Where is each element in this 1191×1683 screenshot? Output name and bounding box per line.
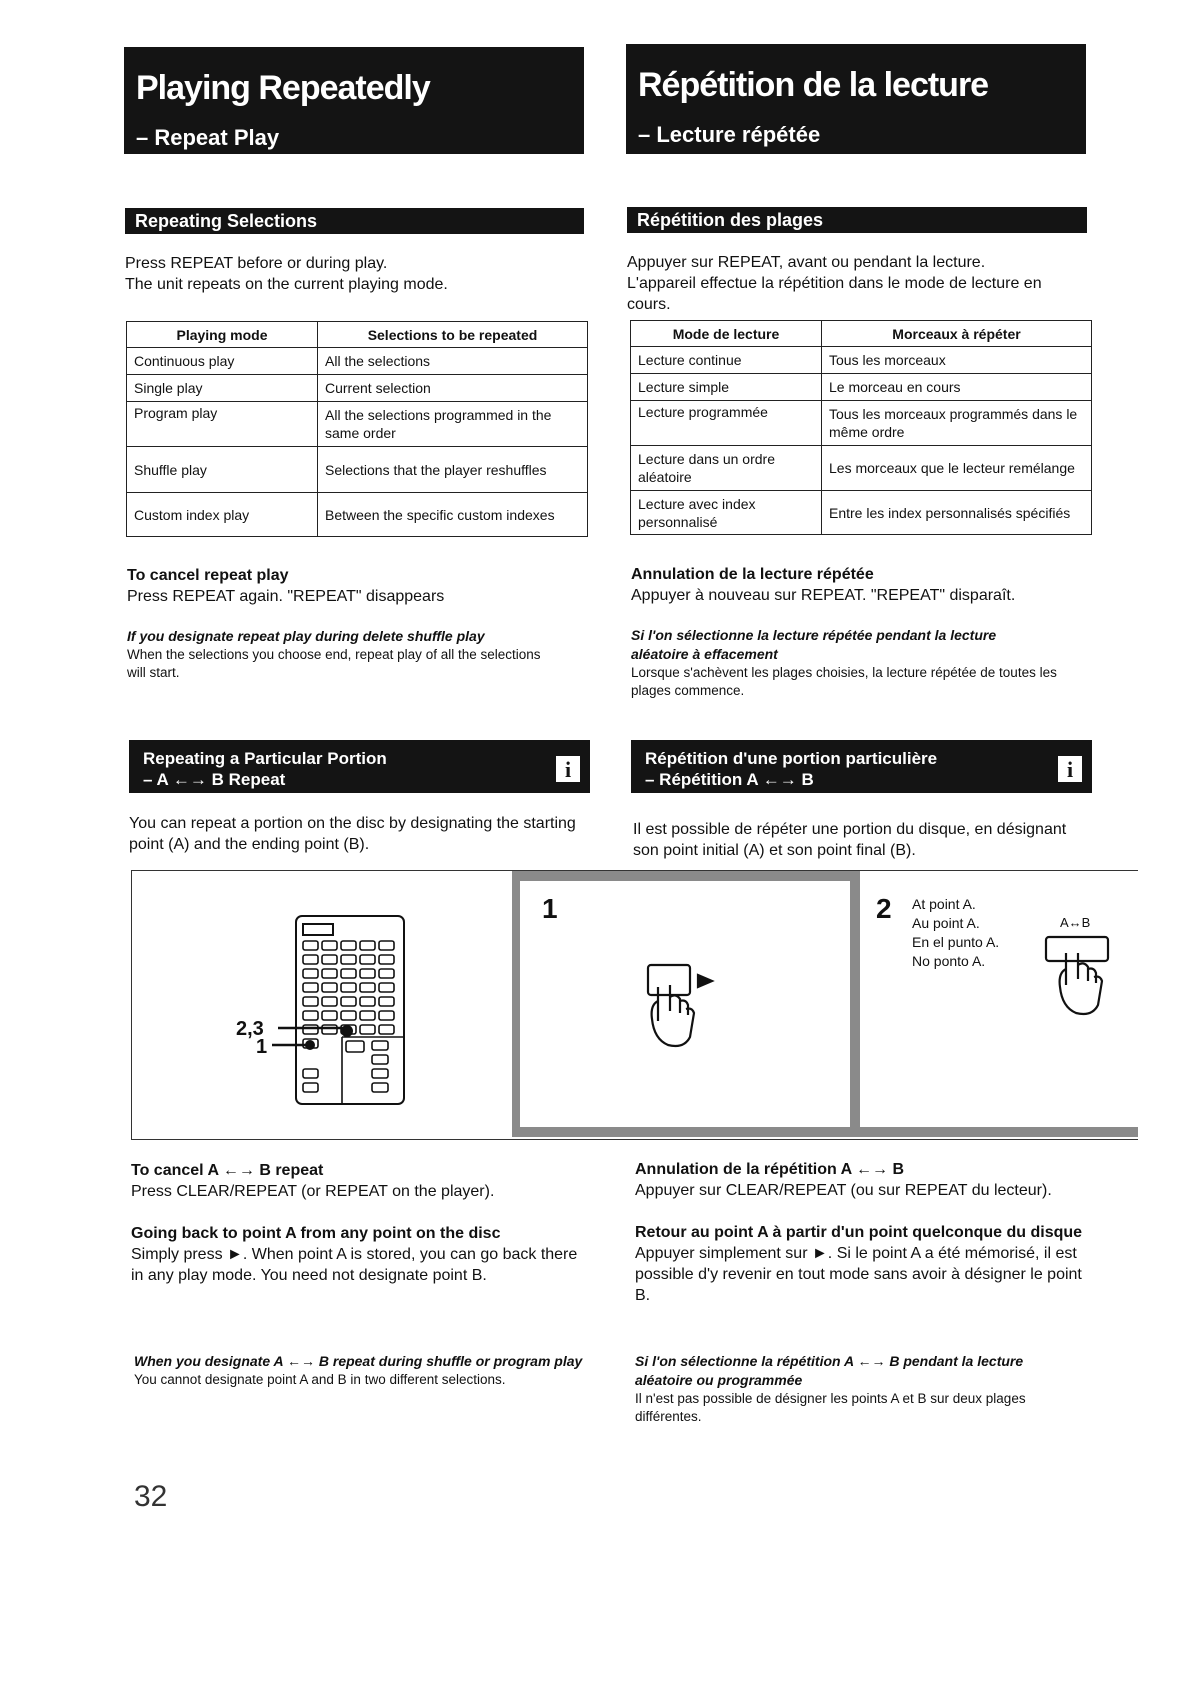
instruction-line: No ponto A.: [912, 953, 986, 969]
table-cell: Single play: [127, 375, 318, 402]
table-header-row: [631, 321, 1092, 347]
table-cell: Continuous play: [127, 348, 318, 375]
cancel-repeat-fr: [631, 564, 1091, 606]
table-row: [127, 375, 588, 402]
ab-intro-en: You can repeat a portion on the disc by designating the starting point (A) and the ending point (B).: [129, 815, 576, 853]
table-cell: Lecture simple: [631, 374, 822, 401]
table-cell: Lecture continue: [631, 347, 822, 374]
note-text: Lorsque s'achèvent les plages choisies, la lecture répétée de toutes les plages commence.: [631, 665, 1057, 698]
page-subtitle-fr: – Lecture répétée: [638, 122, 821, 147]
table-cell: Le morceau en cours: [822, 374, 1092, 401]
table-header-row: [127, 322, 588, 348]
note-delete-shuffle-fr: [631, 626, 1091, 700]
step-number: 2: [876, 893, 892, 924]
title-banner-fr: [626, 44, 1086, 154]
table-cell: Lecture dans un ordre aléatoire: [631, 446, 822, 491]
table-cell: All the selections programmed in the same order: [318, 402, 588, 447]
page-number: 32: [134, 1480, 168, 1513]
step-number: 1: [542, 893, 558, 924]
table-cell: Between the specific custom indexes: [318, 493, 588, 537]
section-heading-line: Répétition d'une portion particulière: [645, 749, 938, 768]
info-icon: i: [1058, 756, 1082, 782]
intro-line: L'appareil effectue la répétition dans le mode de lecture en cours.: [627, 275, 1042, 313]
table-header: Mode de lecture: [631, 321, 822, 347]
intro-fr: [627, 252, 1087, 315]
intro-line: Press REPEAT before or during play.: [125, 255, 388, 272]
cancel-repeat-en: [127, 565, 587, 607]
play-icon: [698, 975, 712, 987]
cancel-heading: To cancel repeat play: [127, 567, 289, 584]
table-header: Selections to be repeated: [318, 322, 588, 348]
page-title-fr: Répétition de la lecture: [638, 66, 989, 104]
table-cell: Custom index play: [127, 493, 318, 537]
instruction-line: En el punto A.: [912, 934, 1000, 950]
section-heading-ab-repeat-en: [129, 740, 590, 793]
remote-label-1: 1: [256, 1036, 268, 1058]
table-row: [127, 402, 588, 447]
cancel-ab-fr: [635, 1159, 1095, 1201]
table-row: [127, 493, 588, 537]
note-text: You cannot designate point A and B in two different selections.: [134, 1372, 506, 1387]
table-cell: Lecture programmée: [631, 401, 822, 446]
step-2-instructions: [912, 895, 1022, 971]
section-heading-line: Repeating a Particular Portion: [143, 749, 387, 768]
page-subtitle-en: – Repeat Play: [136, 125, 280, 150]
cancel-text: Press CLEAR/REPEAT (or REPEAT on the player).: [131, 1183, 495, 1200]
table-row: [631, 491, 1092, 535]
table-cell: Tous les morceaux: [822, 347, 1092, 374]
remote-control-icon: [272, 916, 404, 1104]
note-shuffle-program-en: [134, 1352, 594, 1389]
table-header: Morceaux à répéter: [822, 321, 1092, 347]
instruction-line: Au point A.: [912, 915, 980, 931]
repeat-table-fr: [630, 320, 1092, 535]
intro-line: The unit repeats on the current playing mode.: [125, 276, 448, 293]
table-row: [127, 348, 588, 375]
goback-heading: Retour au point A à partir d'un point quelconque du disque: [635, 1224, 1083, 1241]
table-cell: Les morceaux que le lecteur remélange: [822, 446, 1092, 491]
goback-heading: Going back to point A from any point on the disc: [131, 1225, 501, 1242]
table-row: [631, 401, 1092, 446]
title-banner-en: [124, 47, 584, 154]
intro-en: [125, 253, 585, 295]
goback-en: [131, 1223, 581, 1286]
section-heading-line: – Répétition A ←→ B: [645, 770, 814, 789]
section-heading-repetition-plages: Répétition des plages: [627, 207, 1087, 233]
hand-pressing-ab-button-icon: [1046, 937, 1108, 1014]
cancel-heading: Annulation de la répétition A ←→ B: [635, 1161, 905, 1178]
hand-pressing-play-icon: [648, 965, 712, 1046]
section-heading-ab-repeat-fr: [631, 740, 1092, 793]
table-cell: Entre les index personnalisés spécifiés: [822, 491, 1092, 535]
note-heading: When you designate A ←→ B repeat during shuffle or program play: [134, 1353, 583, 1369]
page-title-en: Playing Repeatedly: [136, 69, 430, 107]
table-cell: All the selections: [318, 348, 588, 375]
intro-line: Appuyer sur REPEAT, avant ou pendant la lecture.: [627, 254, 986, 271]
ab-button-label: A↔B: [1060, 915, 1091, 930]
cancel-ab-en: [131, 1160, 581, 1202]
ab-intro-fr: Il est possible de répéter une portion du disque, en désignant son point initial (A) et son point final (B).: [633, 821, 1067, 859]
table-cell: Shuffle play: [127, 447, 318, 493]
cancel-text: Appuyer à nouveau sur REPEAT. "REPEAT" disparaît.: [631, 587, 1016, 604]
step-2-panel: [860, 871, 1138, 1127]
goback-text: Appuyer simplement sur ►. Si le point A a été mémorisé, il est possible d'y revenir en tout mode sans avoir à désigner le point B.: [635, 1245, 1082, 1304]
instruction-line: At point A.: [912, 896, 976, 912]
table-cell: Selections that the player reshuffles: [318, 447, 588, 493]
note-heading: If you designate repeat play during delete shuffle play: [127, 628, 485, 644]
table-row: [631, 446, 1092, 491]
step-1-panel: [520, 881, 850, 1127]
note-text: Il n'est pas possible de désigner les points A et B sur deux plages différentes.: [635, 1391, 1026, 1424]
table-header: Playing mode: [127, 322, 318, 348]
note-heading: Si l'on sélectionne la lecture répétée pendant la lecture aléatoire à effacement: [631, 627, 997, 662]
cancel-heading: Annulation de la lecture répétée: [631, 566, 874, 583]
press-play-illustration: [640, 961, 740, 1081]
note-heading: Si l'on sélectionne la répétition A ←→ B pendant la lecture aléatoire ou programmée: [635, 1353, 1024, 1388]
section-heading-line: – A ←→ B Repeat: [143, 770, 286, 789]
remote-control-illustration: [132, 871, 512, 1137]
cancel-text: Appuyer sur CLEAR/REPEAT (ou sur REPEAT du lecteur).: [635, 1182, 1052, 1199]
table-row: [631, 374, 1092, 401]
remote-label-2-3: 2,3: [236, 1018, 264, 1040]
note-delete-shuffle-en: [127, 627, 547, 682]
goback-fr: [635, 1222, 1085, 1306]
note-shuffle-program-fr: [635, 1352, 1095, 1426]
cancel-text: Press REPEAT again. "REPEAT" disappears: [127, 588, 445, 605]
table-row: [127, 447, 588, 493]
repeat-table-en: [126, 321, 588, 537]
section-heading-repeating-selections: Repeating Selections: [125, 208, 584, 234]
note-text: When the selections you choose end, repeat play of all the selections will start.: [127, 647, 541, 680]
goback-text: Simply press ►. When point A is stored, you can go back there in any play mode. You need not designate point B.: [131, 1246, 578, 1284]
table-cell: Tous les morceaux programmés dans le même ordre: [822, 401, 1092, 446]
info-icon: i: [556, 756, 580, 782]
table-cell: Lecture avec index personnalisé: [631, 491, 822, 535]
table-cell: Program play: [127, 402, 318, 447]
table-cell: Current selection: [318, 375, 588, 402]
press-ab-illustration: [1040, 933, 1130, 1043]
cancel-heading: To cancel A ←→ B repeat: [131, 1162, 324, 1179]
table-row: [631, 347, 1092, 374]
ab-repeat-figure: [131, 870, 1138, 1140]
